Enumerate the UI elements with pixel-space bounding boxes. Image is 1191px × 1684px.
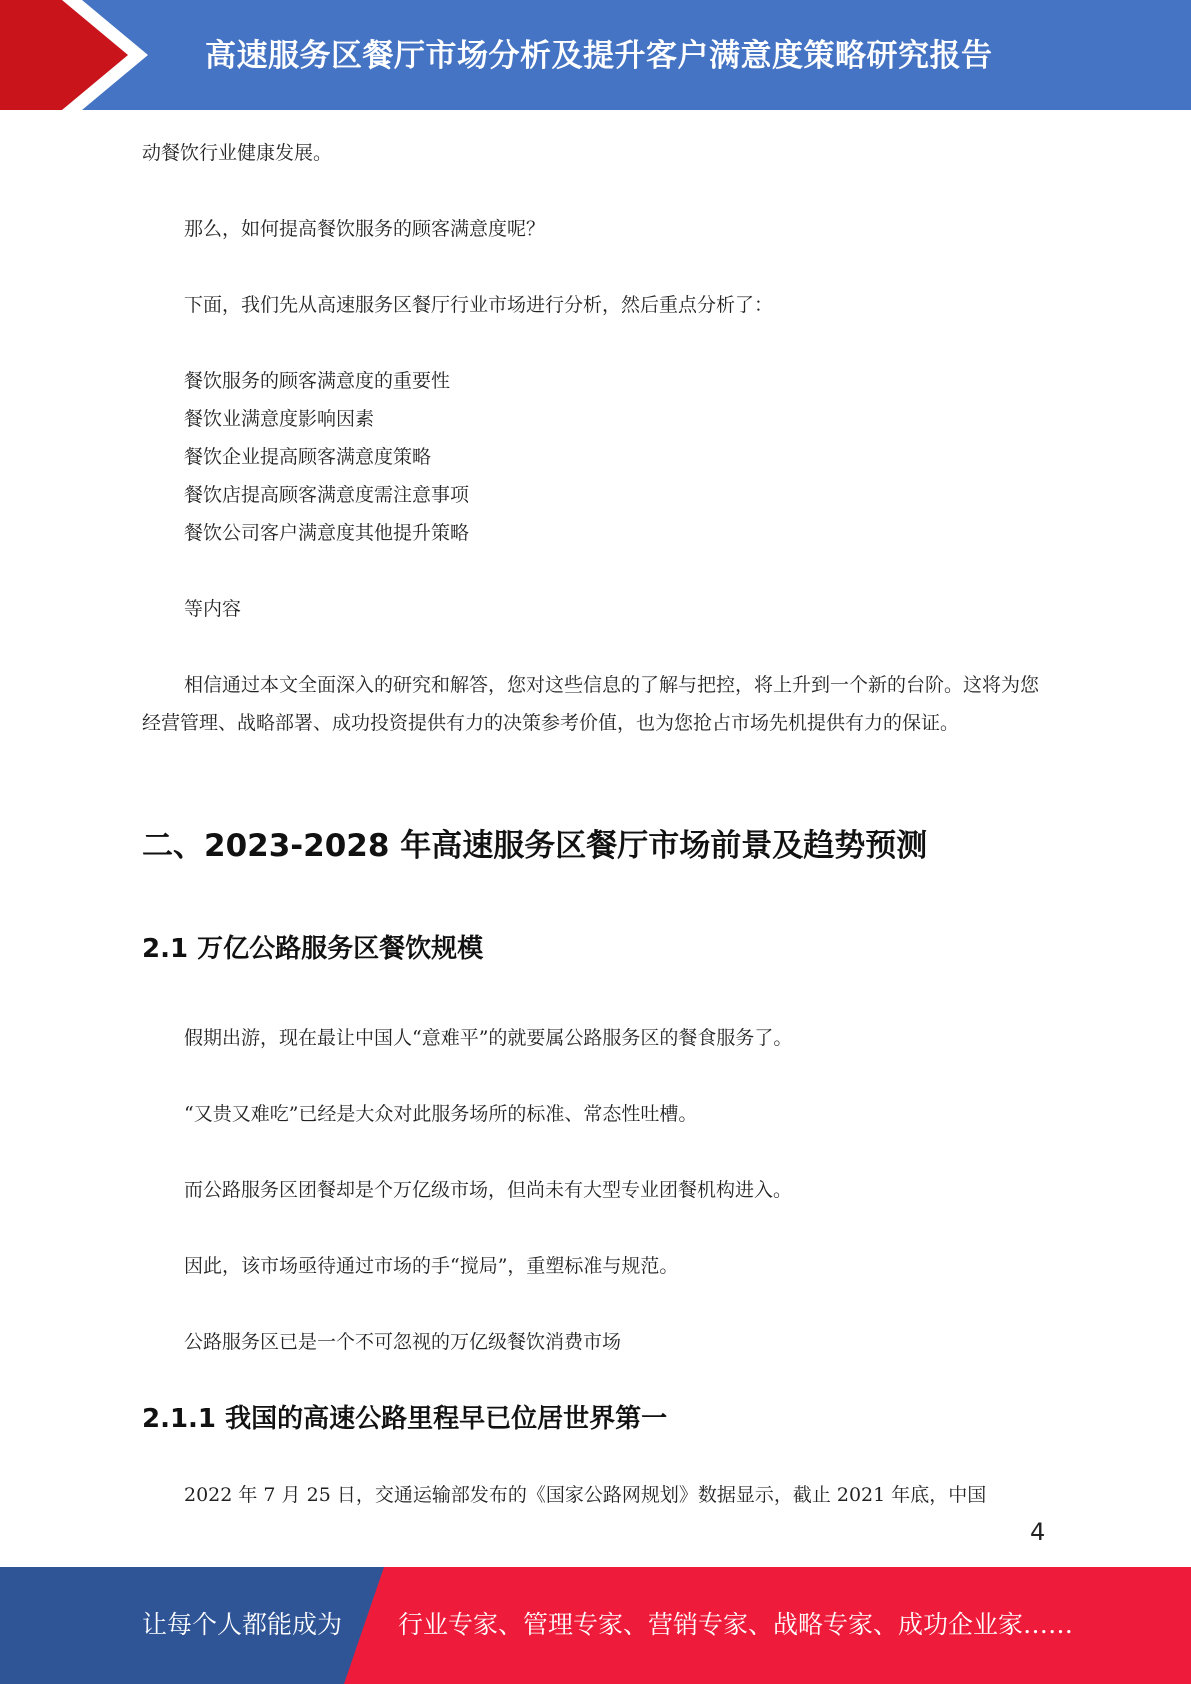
footer-slogan-left: 让每个人都能成为 bbox=[142, 1610, 343, 1639]
paragraph: 公路服务区已是一个不可忽视的万亿级餐饮消费市场 bbox=[184, 1331, 622, 1353]
list-item: 餐饮公司客户满意度其他提升策略 bbox=[184, 522, 470, 544]
header-banner bbox=[0, 0, 1191, 110]
list-item: 餐饮服务的顾客满意度的重要性 bbox=[184, 370, 451, 392]
paragraph: 而公路服务区团餐却是个万亿级市场，但尚未有大型专业团餐机构进入。 bbox=[184, 1179, 793, 1201]
paragraph: 因此，该市场亟待通过市场的手“搅局”，重塑标准与规范。 bbox=[184, 1255, 679, 1277]
report-title: 高速服务区餐厅市场分析及提升客户满意度策略研究报告 bbox=[205, 38, 993, 74]
list-item: 餐饮企业提高顾客满意度策略 bbox=[184, 446, 432, 468]
list-item: 餐饮店提高顾客满意度需注意事项 bbox=[184, 484, 470, 506]
paragraph: 动餐饮行业健康发展。 bbox=[142, 142, 333, 164]
paragraph: 2022 年 7 月 25 日，交通运输部发布的《国家公路网规划》数据显示，截止 2021 年底，中国 bbox=[184, 1484, 987, 1506]
list-item: 餐饮业满意度影响因素 bbox=[184, 408, 375, 430]
header-arrow-decoration bbox=[0, 0, 160, 110]
paragraph: 等内容 bbox=[184, 598, 242, 620]
footer-slogan-right: 行业专家、管理专家、营销专家、战略专家、成功企业家…… bbox=[398, 1610, 1074, 1639]
paragraph: “又贵又难吃”已经是大众对此服务场所的标准、常态性吐槽。 bbox=[184, 1103, 698, 1125]
section-heading: 二、2023-2028 年高速服务区餐厅市场前景及趋势预测 bbox=[142, 828, 928, 864]
paragraph: 下面，我们先从高速服务区餐厅行业市场进行分析，然后重点分析了： bbox=[184, 294, 774, 316]
subsection-heading: 2.1 万亿公路服务区餐饮规模 bbox=[142, 934, 484, 964]
paragraph: 相信通过本文全面深入的研究和解答，您对这些信息的了解与把控，将上升到一个新的台阶。这将为您经营管理、战略部署、成功投资提供有力的决策参考价值，也为您抢占市场先机提供有力的保证。 bbox=[142, 674, 1040, 734]
paragraph: 假期出游，现在最让中国人“意难平”的就要属公路服务区的餐食服务了。 bbox=[184, 1027, 793, 1049]
footer-banner bbox=[0, 1567, 1191, 1684]
paragraph: 那么，如何提高餐饮服务的顾客满意度呢？ bbox=[184, 218, 546, 240]
page-number: 4 bbox=[1030, 1518, 1046, 1546]
subsection-heading: 2.1.1 我国的高速公路里程早已位居世界第一 bbox=[142, 1404, 668, 1434]
